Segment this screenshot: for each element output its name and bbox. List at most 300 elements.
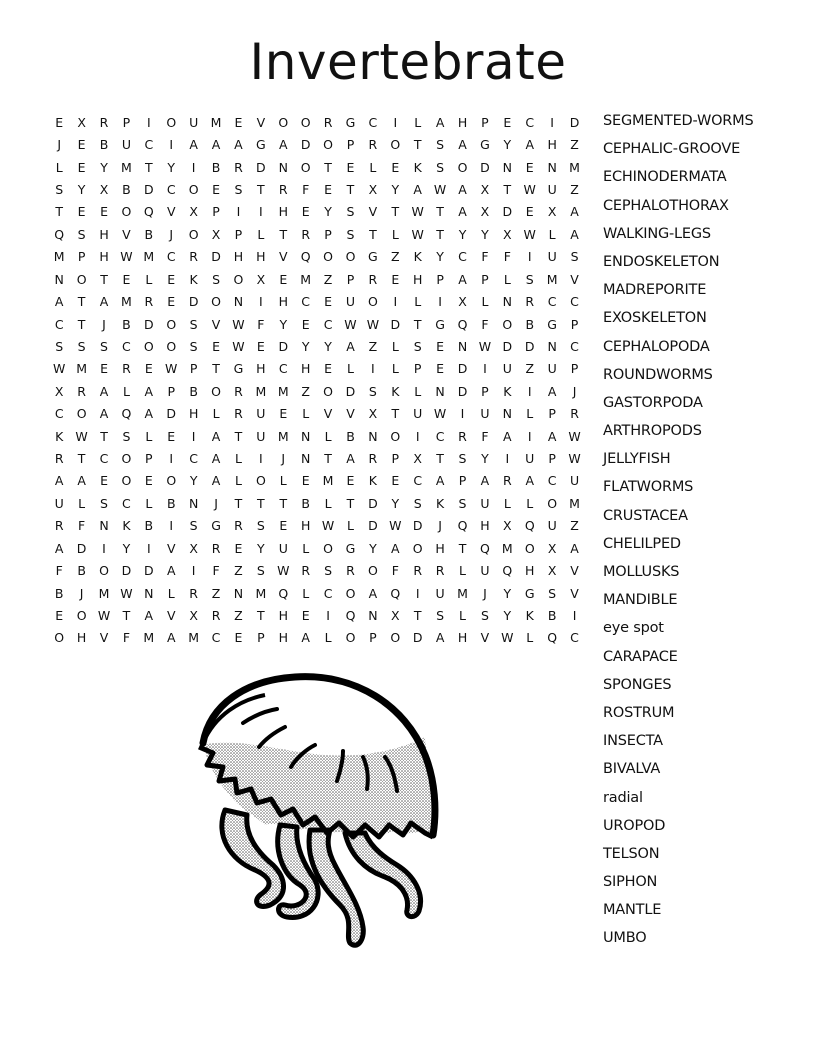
- grid-cell: C: [54, 316, 64, 332]
- grid-cell: R: [189, 585, 198, 601]
- grid-cell: A: [144, 383, 154, 399]
- grid-cell: H: [300, 361, 311, 377]
- grid-cell: H: [233, 249, 244, 265]
- grid-cell: C: [547, 294, 557, 310]
- grid-cell: Q: [547, 630, 558, 646]
- grid-cell: V: [570, 563, 579, 579]
- grid-cell: L: [526, 495, 534, 511]
- grid-cell: W: [433, 406, 447, 422]
- grid-cell: A: [278, 137, 288, 153]
- grid-cell: Y: [77, 181, 86, 197]
- grid-cell: U: [435, 585, 445, 601]
- grid-cell: W: [232, 316, 245, 332]
- word-list-item: SPONGES: [603, 676, 672, 693]
- grid-cell: M: [210, 114, 222, 130]
- grid-cell: H: [413, 271, 423, 287]
- grid-cell: G: [435, 316, 445, 332]
- grid-cell: R: [189, 249, 198, 265]
- grid-cell: A: [346, 338, 355, 354]
- grid-cell: A: [391, 540, 400, 556]
- grid-cell: O: [323, 249, 333, 265]
- grid-cell: O: [76, 271, 87, 287]
- grid-cell: Y: [503, 585, 512, 601]
- grid-cell: X: [211, 226, 221, 242]
- grid-cell: X: [503, 518, 512, 534]
- grid-cell: Q: [524, 518, 535, 534]
- grid-cell: W: [433, 181, 447, 197]
- grid-cell: X: [77, 114, 86, 130]
- grid-cell: S: [212, 271, 221, 287]
- grid-cell: L: [459, 607, 466, 623]
- grid-cell: G: [345, 114, 356, 130]
- grid-cell: B: [144, 226, 154, 242]
- grid-cell: M: [546, 271, 558, 287]
- grid-cell: A: [525, 137, 535, 153]
- grid-cell: Y: [279, 316, 288, 332]
- grid-cell: U: [121, 137, 131, 153]
- grid-cell: N: [233, 585, 244, 601]
- grid-cell: S: [324, 563, 333, 579]
- grid-cell: D: [457, 361, 468, 377]
- grid-cell: I: [169, 137, 174, 153]
- grid-cell: F: [78, 518, 86, 534]
- grid-cell: D: [368, 495, 378, 511]
- grid-cell: S: [346, 226, 355, 242]
- grid-cell: L: [481, 294, 489, 310]
- grid-cell: A: [570, 540, 579, 556]
- grid-cell: I: [438, 294, 442, 310]
- grid-cell: L: [167, 585, 175, 601]
- grid-cell: O: [121, 473, 132, 489]
- grid-cell: P: [189, 361, 198, 377]
- grid-cell: C: [301, 294, 311, 310]
- grid-cell: U: [256, 406, 266, 422]
- grid-cell: D: [390, 316, 401, 332]
- grid-cell: R: [301, 226, 311, 242]
- grid-cell: E: [391, 271, 400, 287]
- grid-cell: V: [166, 607, 176, 623]
- grid-cell: L: [526, 630, 534, 646]
- grid-cell: U: [547, 361, 557, 377]
- grid-cell: M: [143, 630, 155, 646]
- grid-cell: S: [458, 495, 467, 511]
- grid-row: [48, 313, 586, 335]
- grid-cell: Y: [189, 473, 198, 489]
- word-list-item: JELLYFISH: [603, 451, 671, 468]
- grid-cell: K: [55, 428, 64, 444]
- grid-cell: S: [122, 428, 131, 444]
- grid-cell: U: [345, 294, 356, 310]
- grid-cell: Y: [503, 137, 512, 153]
- grid-cell: P: [212, 204, 220, 220]
- grid-cell: A: [435, 630, 445, 646]
- grid-cell: I: [371, 361, 375, 377]
- grid-cell: P: [570, 316, 579, 332]
- grid-cell: P: [369, 630, 377, 646]
- grid-cell: U: [547, 181, 557, 197]
- grid-cell: D: [144, 563, 154, 579]
- grid-row: [48, 335, 586, 357]
- grid-cell: J: [483, 585, 487, 601]
- grid-cell: A: [54, 540, 64, 556]
- grid-cell: L: [347, 361, 354, 377]
- grid-cell: U: [480, 495, 490, 511]
- grid-cell: S: [256, 563, 265, 579]
- grid-row: [48, 111, 586, 133]
- grid-cell: T: [413, 137, 422, 153]
- grid-cell: N: [99, 518, 109, 534]
- grid-cell: K: [391, 383, 400, 399]
- grid-cell: R: [211, 607, 221, 623]
- grid-cell: R: [211, 540, 221, 556]
- grid-cell: L: [391, 226, 399, 242]
- grid-cell: D: [188, 294, 199, 310]
- grid-cell: L: [145, 271, 153, 287]
- grid-cell: D: [76, 540, 87, 556]
- grid-cell: Y: [369, 540, 377, 556]
- grid-cell: C: [570, 338, 579, 354]
- grid-cell: H: [99, 249, 109, 265]
- grid-cell: G: [547, 316, 557, 332]
- grid-cell: D: [412, 630, 423, 646]
- grid-cell: N: [144, 585, 154, 601]
- grid-cell: T: [257, 181, 265, 197]
- grid-cell: N: [54, 271, 64, 287]
- grid-cell: Z: [525, 361, 535, 377]
- grid-cell: A: [54, 473, 64, 489]
- grid-cell: O: [367, 294, 378, 310]
- grid-cell: E: [167, 271, 176, 287]
- grid-cell: A: [144, 406, 154, 422]
- grid-cell: Y: [436, 249, 444, 265]
- grid-cell: O: [54, 630, 65, 646]
- grid-cell: M: [255, 585, 267, 601]
- grid-cell: J: [572, 383, 577, 399]
- word-list-item: ECHINODERMATA: [603, 169, 727, 186]
- grid-cell: F: [302, 181, 310, 197]
- grid-cell: L: [55, 159, 63, 175]
- grid-cell: W: [389, 518, 402, 534]
- grid-cell: E: [167, 294, 176, 310]
- grid-cell: B: [166, 495, 176, 511]
- grid-cell: P: [413, 361, 422, 377]
- grid-row: [48, 246, 586, 268]
- word-list-item: WALKING-LEGS: [603, 225, 711, 242]
- grid-cell: P: [436, 271, 444, 287]
- grid-cell: R: [234, 383, 243, 399]
- grid-cell: F: [257, 316, 265, 332]
- word-list-item: ROUNDWORMS: [603, 366, 713, 383]
- grid-cell: I: [393, 294, 398, 310]
- grid-cell: O: [255, 473, 266, 489]
- grid-cell: X: [189, 204, 198, 220]
- grid-cell: H: [525, 563, 535, 579]
- grid-cell: L: [302, 406, 310, 422]
- word-list-item: CARAPACE: [603, 648, 678, 665]
- grid-cell: V: [256, 114, 266, 130]
- word-list-item: MANDIBLE: [603, 592, 678, 609]
- grid-cell: R: [323, 114, 333, 130]
- word-list-item: MADREPORITE: [603, 282, 707, 299]
- word-list-item: radial: [603, 789, 643, 806]
- grid-cell: Q: [278, 585, 289, 601]
- grid-cell: N: [502, 159, 512, 175]
- grid-cell: U: [569, 473, 580, 489]
- grid-cell: X: [503, 226, 512, 242]
- grid-cell: X: [189, 540, 198, 556]
- grid-cell: T: [346, 495, 355, 511]
- grid-cell: D: [502, 204, 513, 220]
- grid-cell: W: [232, 338, 245, 354]
- grid-cell: A: [480, 473, 490, 489]
- grid-cell: B: [122, 316, 131, 332]
- grid-cell: V: [278, 249, 288, 265]
- grid-cell: O: [345, 585, 356, 601]
- grid-cell: L: [302, 585, 310, 601]
- grid-cell: A: [54, 294, 64, 310]
- grid-cell: T: [413, 607, 422, 623]
- grid-cell: R: [413, 563, 423, 579]
- grid-cell: B: [99, 137, 109, 153]
- word-search-grid: [48, 111, 586, 649]
- grid-cell: W: [568, 428, 581, 444]
- grid-cell: A: [547, 383, 557, 399]
- grid-cell: N: [502, 294, 512, 310]
- grid-row: [48, 492, 586, 514]
- grid-cell: V: [346, 406, 355, 422]
- grid-cell: P: [548, 406, 556, 422]
- grid-cell: O: [166, 316, 177, 332]
- grid-cell: J: [169, 226, 174, 242]
- grid-cell: W: [523, 181, 536, 197]
- grid-cell: T: [77, 294, 86, 310]
- grid-cell: H: [188, 406, 199, 422]
- grid-cell: M: [188, 630, 200, 646]
- grid-cell: M: [255, 383, 267, 399]
- grid-cell: M: [53, 249, 65, 265]
- grid-cell: R: [458, 428, 467, 444]
- grid-cell: O: [323, 137, 333, 153]
- grid-cell: A: [166, 563, 176, 579]
- grid-cell: U: [547, 249, 557, 265]
- grid-cell: R: [99, 114, 109, 130]
- grid-cell: S: [77, 338, 86, 354]
- grid-cell: F: [481, 316, 489, 332]
- grid-cell: A: [211, 428, 221, 444]
- grid-cell: D: [166, 406, 177, 422]
- grid-cell: D: [211, 249, 221, 265]
- grid-cell: T: [391, 204, 400, 220]
- grid-cell: T: [324, 159, 332, 175]
- word-list-item: GASTORPODA: [603, 394, 703, 411]
- grid-cell: C: [570, 294, 579, 310]
- grid-cell: T: [324, 451, 332, 467]
- grid-cell: V: [570, 585, 579, 601]
- grid-cell: E: [55, 114, 64, 130]
- grid-cell: Z: [323, 271, 333, 287]
- grid-cell: I: [259, 451, 263, 467]
- grid-cell: L: [212, 406, 220, 422]
- grid-cell: A: [99, 406, 109, 422]
- grid-cell: Y: [481, 226, 489, 242]
- grid-cell: S: [256, 518, 265, 534]
- grid-cell: E: [55, 607, 64, 623]
- grid-cell: I: [236, 204, 241, 220]
- grid-cell: X: [480, 204, 490, 220]
- grid-cell: N: [368, 607, 378, 623]
- grid-cell: O: [166, 338, 177, 354]
- grid-cell: W: [277, 563, 290, 579]
- grid-cell: R: [278, 181, 288, 197]
- grid-cell: E: [301, 316, 310, 332]
- grid-cell: O: [76, 406, 87, 422]
- grid-cell: A: [346, 451, 355, 467]
- grid-cell: R: [368, 451, 378, 467]
- grid-cell: C: [99, 451, 109, 467]
- word-list-item: ENDOSKELETON: [603, 253, 720, 270]
- grid-cell: Q: [457, 316, 468, 332]
- grid-cell: D: [368, 518, 378, 534]
- grid-cell: N: [300, 428, 311, 444]
- grid-cell: T: [257, 495, 265, 511]
- grid-cell: P: [481, 114, 489, 130]
- grid-cell: C: [323, 316, 333, 332]
- grid-cell: T: [458, 540, 467, 556]
- grid-cell: H: [547, 137, 557, 153]
- grid-cell: Y: [324, 204, 332, 220]
- grid-cell: I: [572, 607, 577, 623]
- grid-cell: E: [77, 204, 86, 220]
- grid-cell: L: [503, 495, 511, 511]
- grid-cell: M: [121, 294, 132, 310]
- grid-cell: T: [145, 159, 153, 175]
- word-list-item: MANTLE: [603, 902, 662, 919]
- grid-cell: R: [435, 563, 445, 579]
- grid-cell: S: [100, 338, 108, 354]
- grid-cell: D: [480, 159, 490, 175]
- grid-cell: S: [189, 316, 198, 332]
- grid-cell: E: [301, 204, 310, 220]
- grid-cell: C: [413, 473, 423, 489]
- grid-cell: V: [122, 226, 131, 242]
- grid-cell: D: [144, 316, 154, 332]
- grid-row: [48, 268, 586, 290]
- grid-row: [48, 156, 586, 178]
- grid-cell: O: [233, 271, 244, 287]
- grid-cell: T: [436, 204, 444, 220]
- grid-cell: L: [391, 361, 399, 377]
- grid-cell: R: [54, 518, 64, 534]
- grid-cell: C: [211, 630, 221, 646]
- grid-cell: N: [188, 495, 199, 511]
- grid-cell: D: [502, 338, 513, 354]
- grid-cell: M: [277, 383, 289, 399]
- grid-cell: L: [234, 473, 242, 489]
- grid-row: [48, 133, 586, 155]
- grid-cell: I: [146, 540, 151, 556]
- grid-cell: N: [547, 338, 557, 354]
- grid-cell: Y: [458, 226, 467, 242]
- grid-cell: L: [414, 383, 422, 399]
- grid-cell: K: [189, 271, 198, 287]
- grid-cell: E: [279, 406, 288, 422]
- grid-cell: C: [458, 249, 467, 265]
- word-list-item: FLATWORMS: [603, 479, 694, 496]
- grid-cell: K: [413, 159, 422, 175]
- grid-cell: O: [300, 159, 311, 175]
- grid-cell: E: [100, 473, 108, 489]
- grid-cell: E: [301, 473, 310, 489]
- grid-cell: L: [347, 518, 354, 534]
- grid-cell: B: [189, 383, 198, 399]
- grid-cell: O: [121, 204, 132, 220]
- grid-cell: A: [458, 204, 467, 220]
- grid-cell: R: [301, 563, 311, 579]
- grid-cell: X: [480, 181, 490, 197]
- grid-cell: K: [525, 607, 534, 623]
- grid-cell: V: [166, 540, 176, 556]
- grid-cell: M: [569, 495, 580, 511]
- grid-cell: I: [191, 159, 196, 175]
- grid-cell: O: [166, 473, 177, 489]
- grid-cell: Q: [121, 406, 132, 422]
- grid-cell: N: [457, 338, 468, 354]
- grid-cell: I: [259, 294, 263, 310]
- grid-cell: X: [547, 204, 557, 220]
- grid-cell: I: [169, 451, 174, 467]
- grid-cell: D: [121, 563, 132, 579]
- grid-cell: O: [390, 630, 401, 646]
- grid-cell: H: [256, 249, 266, 265]
- grid-cell: C: [525, 114, 535, 130]
- word-list-item: UMBO: [603, 930, 647, 947]
- grid-cell: L: [459, 563, 466, 579]
- grid-cell: S: [234, 181, 243, 197]
- grid-cell: E: [391, 159, 400, 175]
- grid-cell: U: [413, 406, 423, 422]
- grid-cell: E: [234, 630, 243, 646]
- grid-cell: T: [391, 406, 400, 422]
- grid-cell: M: [300, 271, 312, 287]
- grid-cell: C: [166, 181, 176, 197]
- grid-cell: P: [234, 226, 243, 242]
- grid-row: [48, 380, 586, 402]
- grid-cell: P: [122, 114, 131, 130]
- grid-cell: E: [279, 271, 288, 287]
- grid-cell: O: [166, 114, 177, 130]
- grid-cell: F: [503, 249, 511, 265]
- grid-cell: Z: [570, 181, 579, 197]
- grid-cell: T: [77, 451, 86, 467]
- grid-cell: F: [481, 249, 489, 265]
- grid-cell: C: [144, 137, 154, 153]
- grid-cell: C: [166, 249, 176, 265]
- grid-cell: V: [570, 271, 579, 287]
- word-list-item: SEGMENTED-WORMS: [603, 113, 754, 129]
- grid-cell: C: [54, 406, 64, 422]
- grid-cell: H: [457, 114, 468, 130]
- grid-cell: G: [211, 518, 221, 534]
- grid-cell: E: [503, 114, 512, 130]
- word-list-item: CEPHALIC-GROOVE: [603, 141, 741, 158]
- grid-cell: T: [413, 316, 422, 332]
- grid-cell: S: [570, 249, 579, 265]
- grid-cell: A: [570, 204, 579, 220]
- word-list-item: SIPHON: [603, 874, 658, 891]
- grid-row: [48, 559, 586, 581]
- grid-cell: N: [435, 383, 445, 399]
- grid-cell: O: [99, 563, 109, 579]
